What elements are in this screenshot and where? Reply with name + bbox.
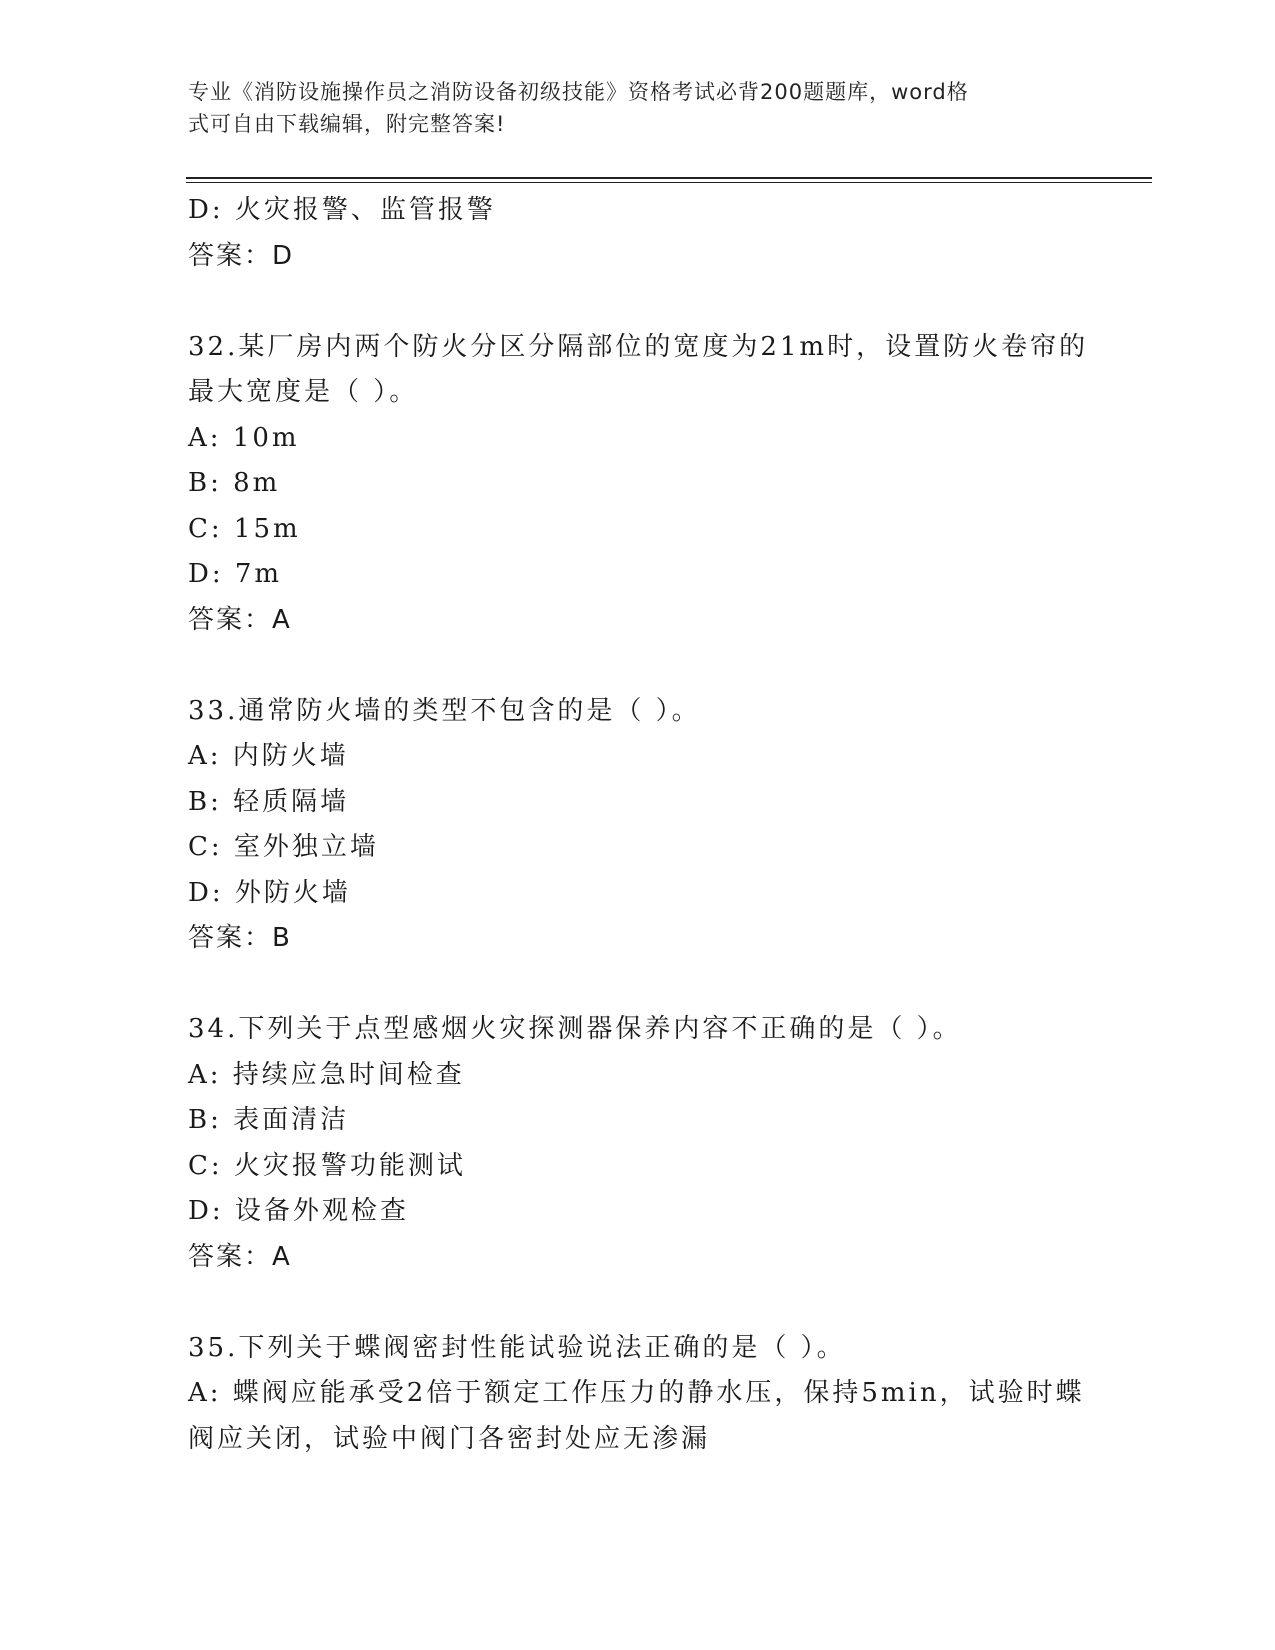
answer-line: 答案：B [188,923,292,953]
option-a: A: 持续应急时间检查 [188,1059,465,1090]
option-a: A: 内防火墙 [188,741,349,771]
question-stem: 35.下列关于蝶阀密封性能试验说法正确的是（ ）。 [188,1332,846,1363]
spacer [188,962,1088,1008]
option-c: C: 火灾报警功能测试 [188,1150,466,1181]
question-stem: 32.某厂房内两个防火分区分隔部位的宽度为21m时，设置防火卷帘的 [188,331,1089,362]
answer-line: 答案：A [188,1241,292,1272]
header-line-1: 专业《消防设施操作员之消防设备初级技能》资格考试必背200题题库，word格 [188,80,969,104]
option-a-cont: 阀应关闭，试验中阀门各密封处应无渗漏 [188,1423,711,1454]
option-a: A: 蝶阀应能承受2倍于额定工作压力的静水压，保持5min，试验时蝶 [188,1378,1085,1408]
answer-line: 答案：A [188,604,292,635]
question-33 [188,689,1088,962]
question-35 [188,1326,1088,1463]
question-stem: 34.下列关于点型感烟火灾探测器保养内容不正确的是（ ）。 [188,1014,962,1044]
option-d: D: 外防火墙 [188,877,351,908]
question-stem-cont: 最大宽度是（ ）。 [188,377,419,407]
option-d: D: 火灾报警、监管报警 [188,195,496,225]
question-34 [188,1007,1088,1280]
answer-line: 答案：D [188,240,295,271]
header-rule-thick [186,177,1152,179]
question-content [188,188,1088,1462]
option-a: A: 10m [188,422,300,453]
option-b: B: 表面清洁 [188,1105,350,1135]
option-c: C: 室外独立墙 [188,832,379,862]
option-c: C: 15m [188,513,301,544]
header-rule-thin [186,182,1152,183]
question-32 [188,325,1088,644]
header-line-2: 式可自由下载编辑，附完整答案! [188,112,506,136]
spacer [188,643,1088,689]
option-d: D: 7m [188,559,283,589]
option-d: D: 设备外观检查 [188,1196,409,1226]
option-b: B: 轻质隔墙 [188,786,350,817]
option-b: B: 8m [188,468,281,498]
document-header [188,76,1068,140]
spacer [188,279,1088,325]
question-stem: 33.通常防火墙的类型不包含的是（ ）。 [188,695,701,726]
spacer [188,1280,1088,1326]
